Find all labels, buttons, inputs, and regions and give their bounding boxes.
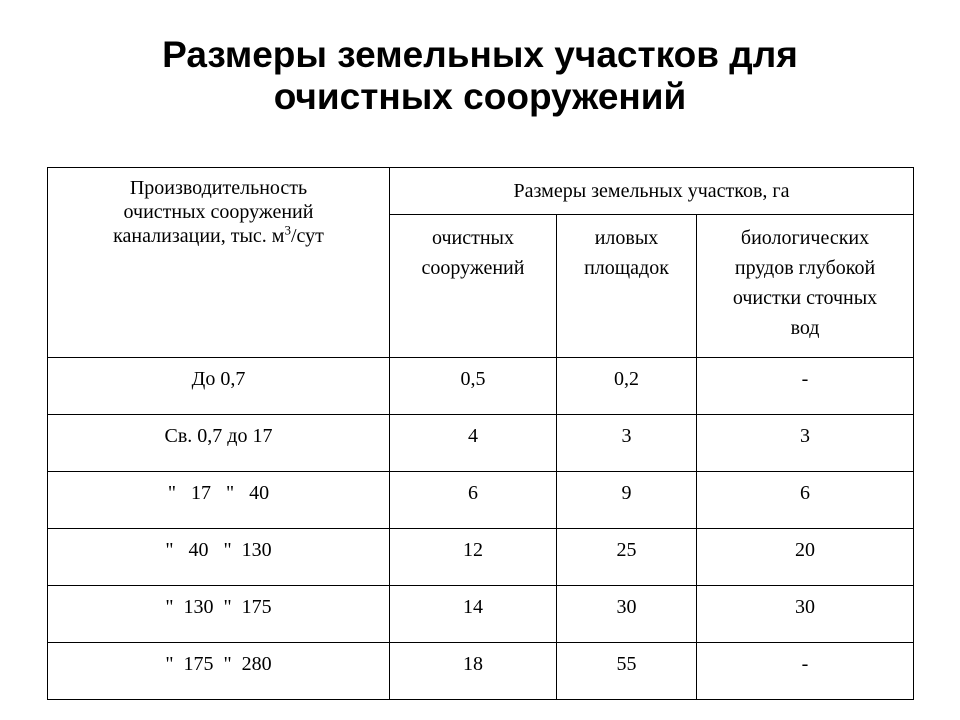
table-row — [48, 529, 914, 586]
header-col3-line-3: очистки сточных — [732, 287, 878, 309]
ponds-area-cell: 20 — [697, 529, 914, 586]
table-row — [48, 472, 914, 529]
treatment-area-cell: 0,5 — [390, 358, 557, 415]
header-col1-line-2: сооружений — [421, 257, 525, 279]
header-capacity-line-2: очистных сооружений — [123, 201, 314, 223]
sludge-area-cell: 25 — [557, 529, 697, 586]
treatment-area-cell: 6 — [390, 472, 557, 529]
capacity-cell: " 17 " 40 — [48, 472, 390, 529]
land-size-table — [47, 167, 914, 700]
sludge-area-cell: 55 — [557, 643, 697, 700]
header-land-sizes-group: Размеры земельных участков, га — [390, 168, 914, 215]
table-row — [48, 643, 914, 700]
capacity-cell: " 40 " 130 — [48, 529, 390, 586]
header-capacity-line-3-suffix: /сут — [290, 225, 324, 247]
header-capacity-line-3-prefix: канализации, тыс. м — [113, 225, 285, 247]
header-capacity-unit-superscript: 3 — [284, 222, 291, 238]
slide-title-line-2: очистных сооружений — [273, 76, 687, 117]
slide-title-line-1: Размеры земельных участков для — [162, 34, 798, 75]
header-col2-line-1: иловых — [594, 227, 659, 249]
capacity-cell: До 0,7 — [48, 358, 390, 415]
ponds-area-cell: 30 — [697, 586, 914, 643]
capacity-cell: " 175 " 280 — [48, 643, 390, 700]
header-col3-line-2: прудов глубокой — [734, 257, 876, 279]
ponds-area-cell: 6 — [697, 472, 914, 529]
header-biological-ponds — [697, 215, 914, 358]
header-capacity — [48, 168, 390, 358]
treatment-area-cell: 14 — [390, 586, 557, 643]
header-treatment-facilities — [390, 215, 557, 358]
slide-title — [0, 34, 960, 118]
table-row — [48, 358, 914, 415]
table-header-row-1 — [48, 168, 914, 215]
header-col3-line-4: вод — [790, 317, 820, 339]
ponds-area-cell: - — [697, 358, 914, 415]
table-row — [48, 415, 914, 472]
sludge-area-cell: 3 — [557, 415, 697, 472]
capacity-cell: Св. 0,7 до 17 — [48, 415, 390, 472]
treatment-area-cell: 18 — [390, 643, 557, 700]
capacity-cell: " 130 " 175 — [48, 586, 390, 643]
sludge-area-cell: 9 — [557, 472, 697, 529]
sludge-area-cell: 30 — [557, 586, 697, 643]
header-col1-line-1: очистных — [431, 227, 514, 249]
sludge-area-cell: 0,2 — [557, 358, 697, 415]
header-col2-line-2: площадок — [584, 257, 669, 279]
header-sludge-beds — [557, 215, 697, 358]
ponds-area-cell: 3 — [697, 415, 914, 472]
treatment-area-cell: 4 — [390, 415, 557, 472]
table-row — [48, 586, 914, 643]
header-capacity-line-1: Производительность — [129, 177, 308, 199]
header-col3-line-1: биологических — [740, 227, 870, 249]
treatment-area-cell: 12 — [390, 529, 557, 586]
ponds-area-cell: - — [697, 643, 914, 700]
